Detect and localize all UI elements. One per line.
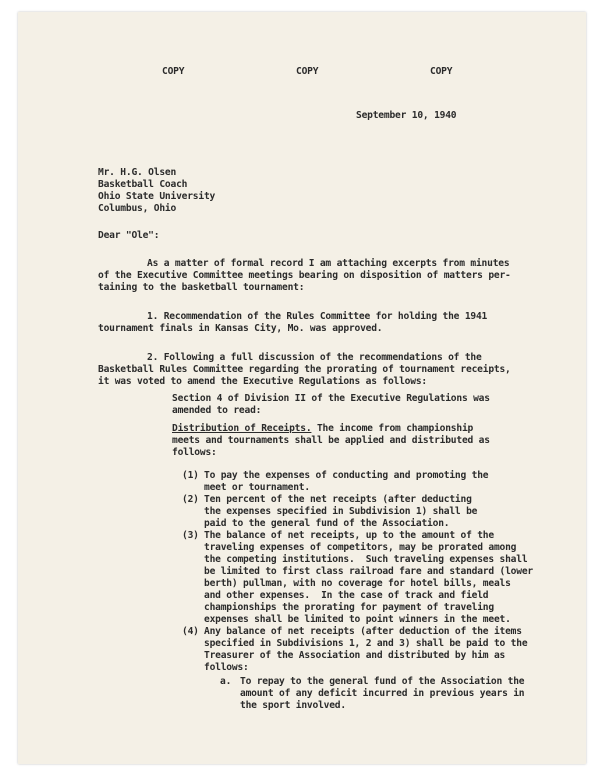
subitem-line: To repay to the general fund of the Association the	[240, 676, 525, 687]
subdivision-number: (1)	[182, 470, 199, 481]
subitem-line: the sport involved.	[240, 700, 346, 711]
item-1-line: tournament finals in Kansas City, Mo. was approved.	[98, 323, 383, 334]
recipient-line: Mr. H.G. Olsen	[98, 167, 177, 178]
subitem-label: a.	[220, 676, 232, 687]
recipient-line: Columbus, Ohio	[98, 203, 177, 214]
copy-mark-right: COPY	[430, 66, 453, 77]
subdivision-line: Any balance of net receipts (after deduction of the items	[204, 626, 522, 637]
subdivision-line: The balance of net receipts, up to the amount of the	[204, 530, 494, 541]
recipient-line: Ohio State University	[98, 191, 216, 202]
letter-sheet	[18, 12, 586, 764]
item-2-line: it was voted to amend the Executive Regulations as follows:	[98, 376, 427, 387]
distribution-text: The income from championship	[311, 423, 474, 434]
subdivision-line: the expenses specified in Subdivision 1) shall be	[204, 506, 478, 517]
section-4-line: Section 4 of Division II of the Executive Regulations was	[172, 393, 490, 404]
subdivision-line: and other expenses. In the case of track and field	[204, 590, 489, 601]
distribution-line	[172, 423, 473, 435]
salutation: Dear "Ole":	[98, 230, 160, 241]
recipient-line: Basketball Coach	[98, 179, 188, 190]
subdivision-line: the competing institutions. Such traveling expenses shall	[204, 554, 528, 565]
intro-line: As a matter of formal record I am attaching excerpts from minutes	[147, 258, 510, 269]
subdivision-line: be limited to first class railroad fare and standard (lower	[204, 566, 533, 577]
intro-line: of the Executive Committee meetings bearing on disposition of matters per-	[98, 270, 511, 281]
subdivision-number: (4)	[182, 626, 199, 637]
item-2-line: 2. Following a full discussion of the recommendations of the	[147, 352, 482, 363]
letter-date: September 10, 1940	[356, 110, 457, 121]
subdivision-line: expenses shall be limited to point winners in the meet.	[204, 614, 511, 625]
copy-mark-center: COPY	[296, 66, 319, 77]
subdivision-line: meet or tournament.	[204, 482, 310, 493]
subdivision-line: follows:	[204, 662, 249, 673]
subdivision-line: Treasurer of the Association and distributed by him as	[204, 650, 506, 661]
subdivision-line: To pay the expenses of conducting and promoting the	[204, 470, 489, 481]
subdivision-line: specified in Subdivisions 1, 2 and 3) shall be paid to the	[204, 638, 528, 649]
item-2-line: Basketball Rules Committee regarding the prorating of tournament receipts,	[98, 364, 511, 375]
subdivision-line: Ten percent of the net receipts (after deducting	[204, 494, 472, 505]
section-4-line: amended to read:	[172, 405, 262, 416]
subdivision-line: paid to the general fund of the Association.	[204, 518, 450, 529]
subdivision-number: (2)	[182, 494, 199, 505]
subdivision-line: traveling expenses of competitors, may be prorated among	[204, 542, 517, 553]
item-1-line: 1. Recommendation of the Rules Committee for holding the 1941	[147, 311, 488, 322]
distribution-line: meets and tournaments shall be applied and distributed as	[172, 435, 490, 446]
copy-mark-left: COPY	[162, 66, 185, 77]
subdivision-line: berth) pullman, with no coverage for hotel bills, meals	[204, 578, 511, 589]
distribution-heading: Distribution of Receipts.	[172, 423, 312, 434]
subdivision-number: (3)	[182, 530, 199, 541]
distribution-line: follows:	[172, 447, 217, 458]
subdivision-line: championships the prorating for payment of traveling	[204, 602, 494, 613]
subitem-line: amount of any deficit incurred in previous years in	[240, 688, 525, 699]
intro-line: taining to the basketball tournament:	[98, 282, 305, 293]
